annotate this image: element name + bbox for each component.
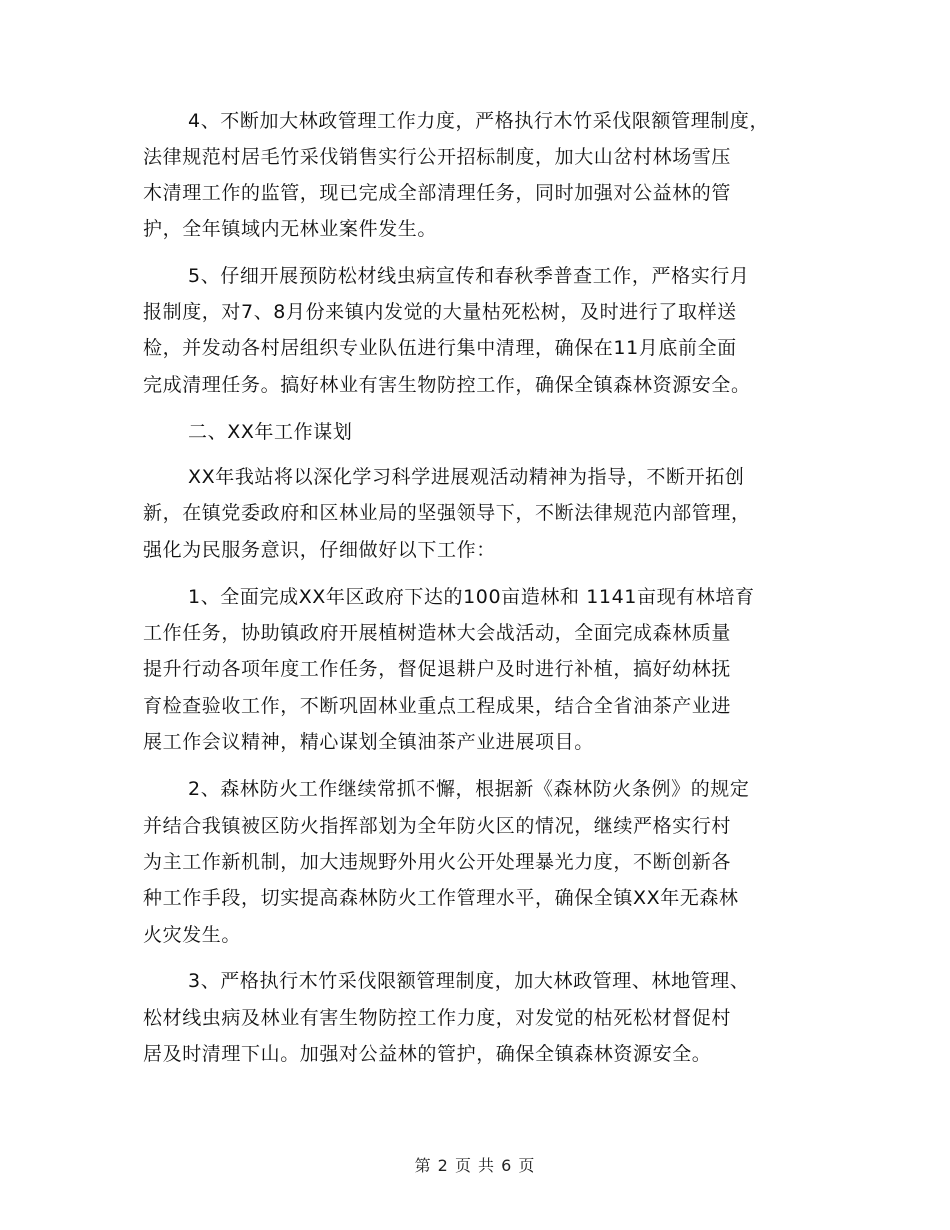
text-line: 检，并发动各村居组织专业队伍进行集中清理，确保在11月底前全面 [143,337,737,359]
text-line: 2、森林防火工作继续常抓不懈，根据新《森林防火条例》的规定 [188,778,750,800]
text-line: 强化为民服务意识，仔细做好以下工作： [143,539,496,561]
text-line: 并结合我镇被区防火指挥部划为全年防火区的情况，继续严格实行村 [143,815,732,837]
text-line: 工作任务，协助镇政府开展植树造林大会战活动，全面完成森林质量 [143,622,732,644]
text-line: 为主工作新机制，加大违规野外用火公开处理暴光力度，不断创新各 [143,851,732,873]
text-line: 新，在镇党委政府和区林业局的坚强领导下，不断法律规范内部管理， [143,502,751,524]
text-line: 法律规范村居毛竹采伐销售实行公开招标制度，加大山岔村林场雪压 [143,146,732,168]
text-line: 5、仔细开展预防松材线虫病宣传和春秋季普查工作，严格实行月 [188,265,750,287]
text-line: 火灾发生。 [143,924,242,946]
text-line: XX年我站将以深化学习科学进展观活动精神为指导，不断开拓创 [188,466,745,488]
section-heading: 二、XX年工作谋划 [188,421,353,443]
text-line: 松材线虫病及林业有害生物防控工作力度，对发觉的枯死松材督促村 [143,1007,732,1029]
text-line: 育检查验收工作，不断巩固林业重点工程成果，结合全省油茶产业进 [143,695,732,717]
text-line: 3、严格执行木竹采伐限额管理制度，加大林政管理、林地管理、 [188,970,750,992]
text-line: 护，全年镇域内无林业案件发生。 [143,218,438,240]
text-line: 居及时清理下山。加强对公益林的管护，确保全镇森林资源安全。 [143,1043,712,1065]
text-line: 1、全面完成XX年区政府下达的100亩造林和 1141亩现有林培育 [188,586,755,608]
text-line: 提升行动各项年度工作任务，督促退耕户及时进行补植，搞好幼林抚 [143,658,732,680]
text-line: 种工作手段，切实提高森林防火工作管理水平，确保全镇XX年无森林 [143,887,739,909]
page-number-footer: 第 2 页 共 6 页 [414,1156,536,1175]
text-line: 报制度，对7、8月份来镇内发觉的大量枯死松树，及时进行了取样送 [143,301,737,323]
text-line: 4、不断加大林政管理工作力度，严格执行木竹采伐限额管理制度， [188,110,770,132]
text-line: 完成清理任务。搞好林业有害生物防控工作，确保全镇森林资源安全。 [143,374,751,396]
text-line: 展工作会议精神，精心谋划全镇油茶产业进展项目。 [143,731,594,753]
text-line: 木清理工作的监管，现已完成全部清理任务，同时加强对公益林的管 [143,182,732,204]
